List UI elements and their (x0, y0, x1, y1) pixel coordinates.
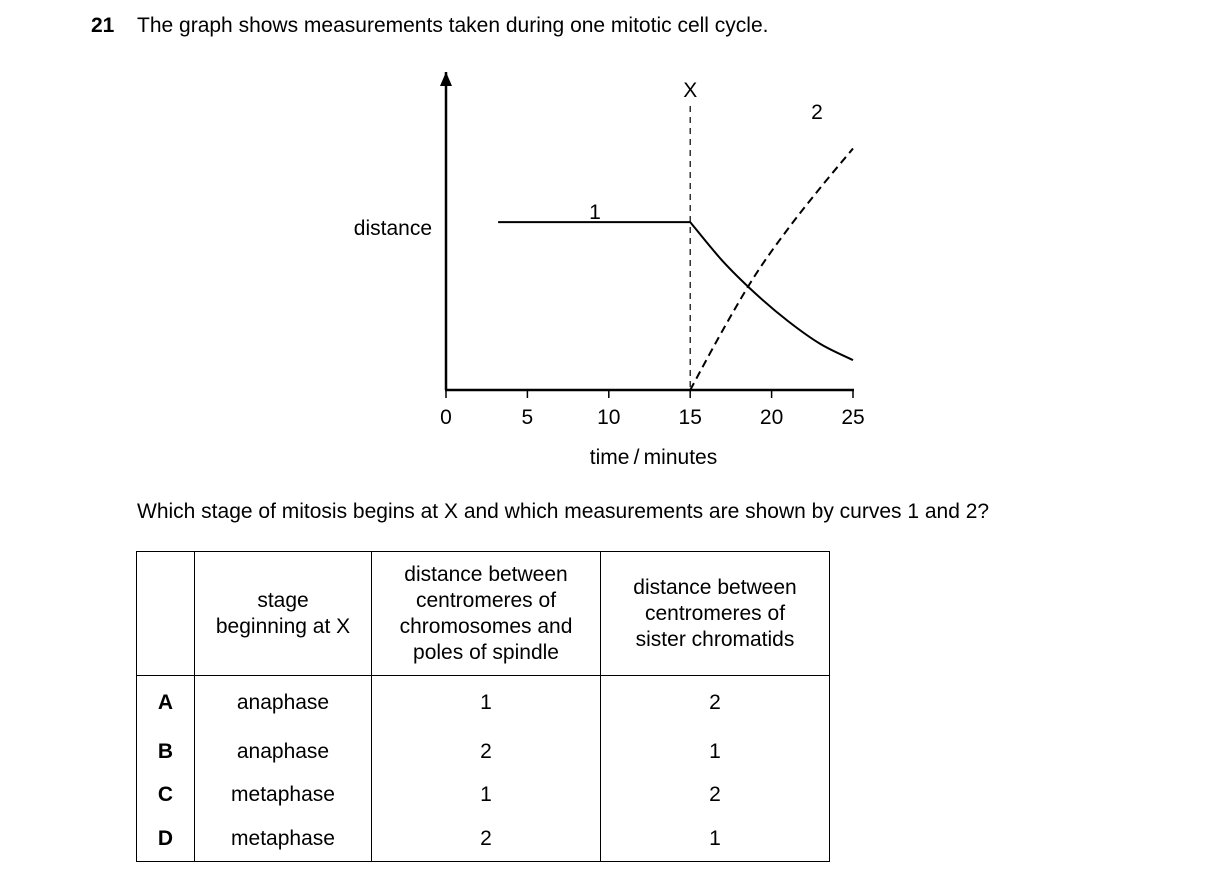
question-prompt: Which stage of mitosis begins at X and which measurements are shown by curves 1 and 2? (137, 500, 990, 523)
option-curve-poles: 1 (372, 676, 601, 731)
option-curve-chromatids: 2 (601, 774, 830, 818)
question-text: The graph shows measurements taken during one mitotic cell cycle. (137, 14, 769, 37)
option-stage: anaphase (195, 676, 372, 731)
option-curve-poles: 1 (372, 774, 601, 818)
option-letter: A (137, 676, 195, 731)
table-row (137, 774, 830, 818)
x-tick-label: 0 (440, 406, 452, 429)
option-curve-chromatids: 1 (601, 730, 830, 774)
question-number: 21 (91, 14, 115, 37)
option-curve-poles: 2 (372, 817, 601, 861)
answer-table (136, 551, 830, 862)
option-curve-chromatids: 1 (601, 817, 830, 861)
header-curve-poles: distance between centromeres of chromosomes and poles of spindle (372, 552, 601, 676)
header-curve-chromatids: distance between centromeres of sister chromatids (601, 552, 830, 676)
x-tick-label: 5 (521, 406, 534, 429)
x-marker-label: X (683, 79, 698, 102)
option-letter: C (137, 774, 195, 818)
curve-1-label: 1 (589, 201, 601, 224)
y-axis-label: distance (353, 217, 432, 240)
curve-2 (690, 149, 853, 391)
option-curve-poles: 2 (372, 730, 601, 774)
header-letter (137, 552, 195, 676)
option-stage: anaphase (195, 730, 372, 774)
header-stage: stage beginning at X (195, 552, 372, 676)
curve-2-label: 2 (811, 101, 823, 124)
x-tick-label: 10 (597, 406, 621, 429)
table-header-row (137, 552, 830, 676)
option-stage: metaphase (195, 774, 372, 818)
x-tick-label: 20 (759, 406, 784, 429)
option-stage: metaphase (195, 817, 372, 861)
x-tick-label: 25 (841, 406, 865, 429)
table-row (137, 730, 830, 774)
table-row (137, 817, 830, 861)
x-axis-label: time / minutes (589, 446, 718, 469)
option-letter: D (137, 817, 195, 861)
x-tick-label: 15 (678, 406, 702, 429)
option-letter: B (137, 730, 195, 774)
table-row (137, 676, 830, 731)
curve-1 (498, 222, 853, 360)
option-curve-chromatids: 2 (601, 676, 830, 731)
